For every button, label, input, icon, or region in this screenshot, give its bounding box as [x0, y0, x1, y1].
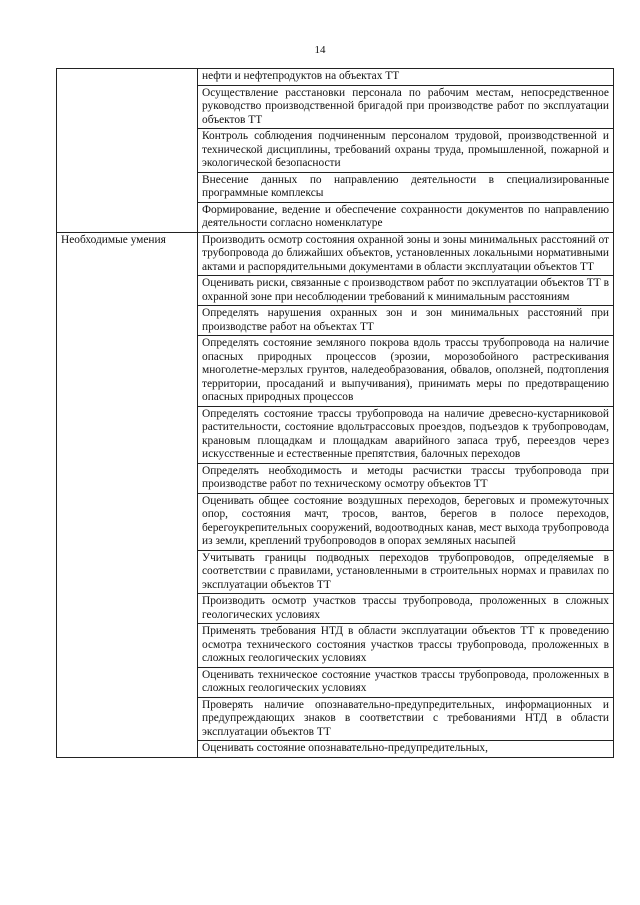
- page-number: 14: [314, 44, 326, 56]
- skill-cell: Оценивать общее состояние воздушных переходов, береговых и промежуточных опор, состояния мачт, тросов, вантов, берегов в полосе переходов, берегоукрепительных сооружений, водоотводных канав, мест выхода трубопровода из земли, креплений трубопроводов в опорах земляных насыпей: [198, 493, 614, 550]
- skill-cell: Применять требования НТД в области эксплуатации объектов ТТ к проведению осмотра технического состояния участков трассы трубопровода, проложенных в сложных геологических условиях: [198, 624, 614, 668]
- skill-cell: Оценивать состояние опознавательно-предупредительных,: [198, 741, 614, 758]
- skill-cell: Оценивать техническое состояние участков трассы трубопровода, проложенных в сложных геологических условиях: [198, 667, 614, 697]
- labor-actions-label-cell: [57, 69, 198, 233]
- action-cell: Формирование, ведение и обеспечение сохранности документов по направлению деятельности согласно номенклатуре: [198, 202, 614, 232]
- requirements-table: [56, 68, 614, 758]
- table-row: [57, 232, 614, 276]
- action-cell: Контроль соблюдения подчиненным персоналом трудовой, производственной и технической дисциплины, требований охраны труда, промышленной, пожарной и экологической безопасности: [198, 129, 614, 173]
- skill-cell: Проверять наличие опознавательно-предупредительных, информационных и предупреждающих знаков в соответствии с требованиями НТД в области эксплуатации объектов ТТ: [198, 697, 614, 741]
- action-cell: Внесение данных по направлению деятельности в специализированные программные комплексы: [198, 172, 614, 202]
- skill-cell: Определять состояние земляного покрова вдоль трассы трубопровода на наличие опасных природных процессов (эрозии, морозобойного растрескивания многолетне-мерзлых грунтов, наледеобразования, обвалов, оползней, подтопления территории, просаданий и выпучивания), принимать меры по предотвращению опасных природных процессов: [198, 336, 614, 407]
- skills-label: Необходимые умения: [57, 232, 198, 757]
- action-cell: нефти и нефтепродуктов на объектах ТТ: [198, 69, 614, 86]
- skill-cell: Определять нарушения охранных зон и зон минимальных расстояний при производстве работ на объектах ТТ: [198, 306, 614, 336]
- skill-cell: Производить осмотр участков трассы трубопровода, проложенных в сложных геологических условиях: [198, 594, 614, 624]
- table-row: [57, 69, 614, 86]
- skill-cell: Производить осмотр состояния охранной зоны и зоны минимальных расстояний от трубопровода до ближайших объектов, установленных локальными нормативными актами и распорядительными документами в области эксплуатации объектов ТТ: [198, 232, 614, 276]
- skill-cell: Определять необходимость и методы расчистки трассы трубопровода при производстве работ по техническому осмотру объектов ТТ: [198, 463, 614, 493]
- skill-cell: Учитывать границы подводных переходов трубопроводов, определяемые в соответствии с правилами, установленными в строительных нормах и правилах по эксплуатации объектов ТТ: [198, 550, 614, 594]
- skill-cell: Оценивать риски, связанные с производством работ по эксплуатации объектов ТТ в охранной зоне при несоблюдении требований к минимальным расстояниям: [198, 276, 614, 306]
- skill-cell: Определять состояние трассы трубопровода на наличие древесно-кустарниковой растительности, состояние вдольтрассовых проездов, подъездов к трубопроводам, крановым площадкам и площадкам аварийного запаса труб, переездов через искусственные и естественные препятствия, балочных переходов: [198, 406, 614, 463]
- action-cell: Осуществление расстановки персонала по рабочим местам, непосредственное руководство производственной бригадой при производстве работ по эксплуатации объектов ТТ: [198, 85, 614, 129]
